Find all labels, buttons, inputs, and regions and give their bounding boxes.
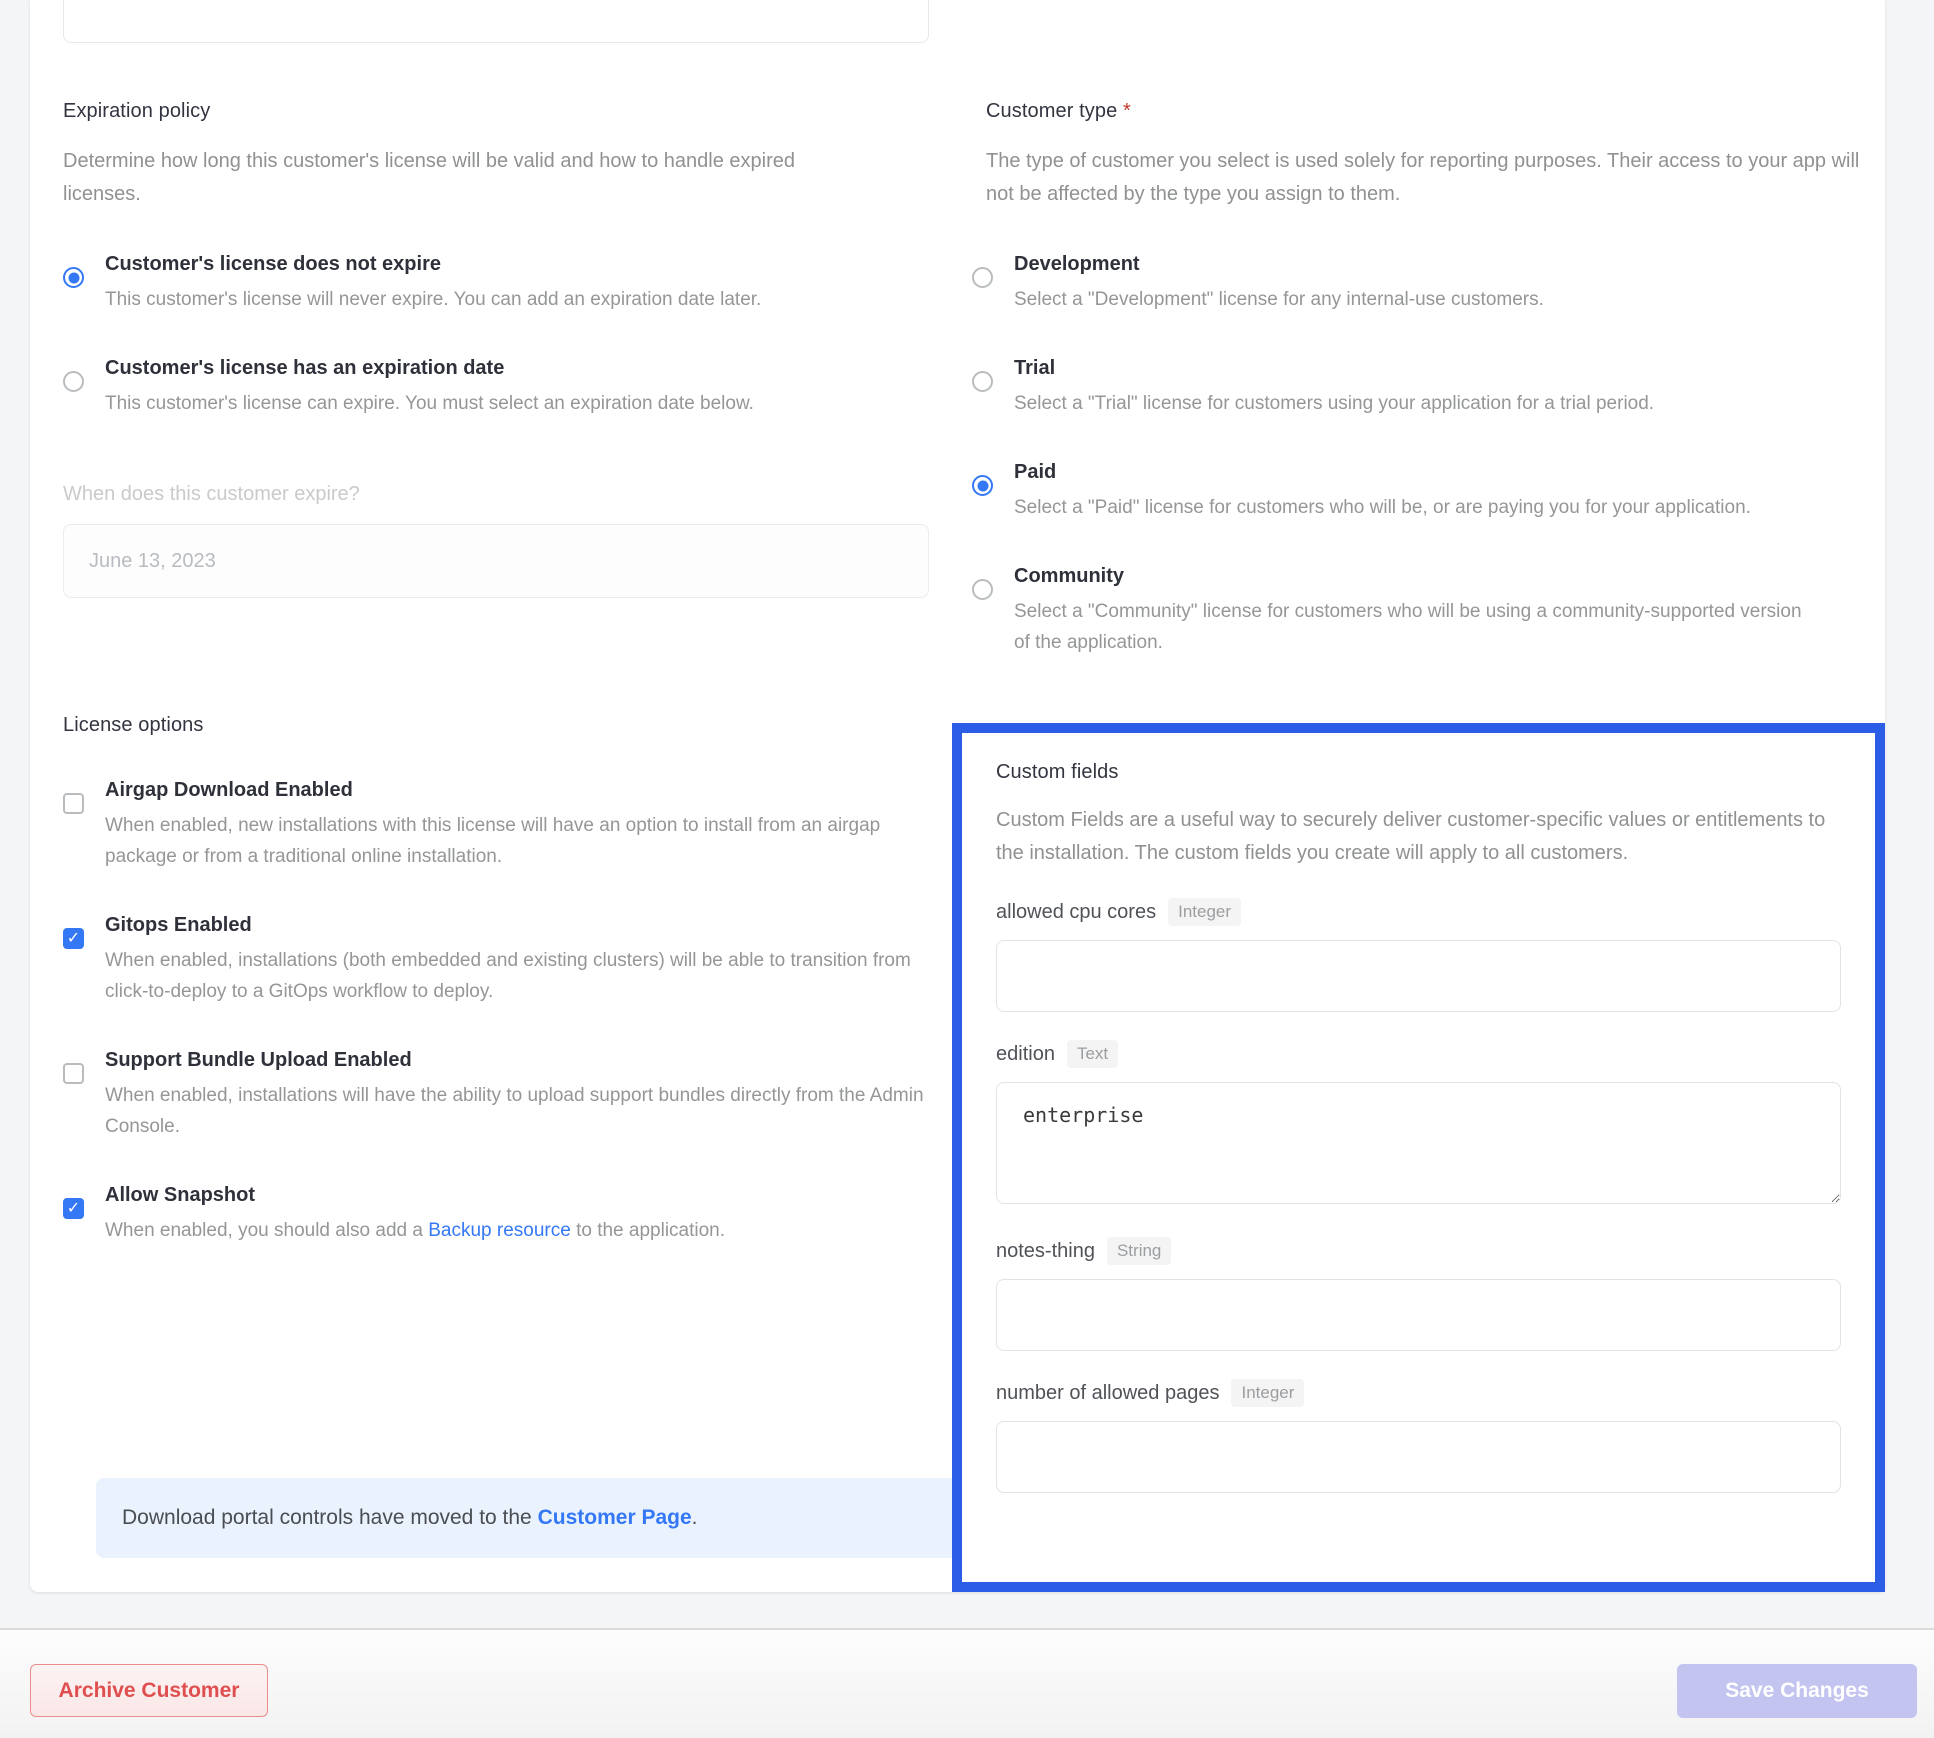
- field-type-badge: String: [1107, 1237, 1171, 1265]
- customer-type-trial[interactable]: [972, 357, 1885, 419]
- option-description: Select a "Trial" license for customers using your application for a trial period.: [1014, 393, 1655, 414]
- option-description: [105, 1215, 929, 1246]
- archive-customer-button[interactable]: Archive Customer: [30, 1664, 268, 1717]
- number-of-allowed-pages-input[interactable]: [996, 1421, 1841, 1493]
- option-description: When enabled, installations (both embedded and existing clusters) will be able to transition from click-to-deploy to a GitOps workflow to deploy.: [105, 950, 911, 1002]
- edition-textarea[interactable]: [996, 1082, 1841, 1204]
- left-column: [63, 0, 929, 1529]
- expiration-policy-title: Expiration policy: [63, 100, 211, 122]
- banner-text-suffix: .: [691, 1506, 698, 1529]
- field-label: number of allowed pages: [996, 1381, 1220, 1404]
- option-label: Development: [1014, 253, 1140, 275]
- option-label: Community: [1014, 565, 1124, 587]
- required-asterisk: *: [1123, 100, 1131, 122]
- backup-resource-link[interactable]: Backup resource: [428, 1220, 571, 1241]
- right-column: [952, 0, 1885, 1404]
- license-option-allow-snapshot[interactable]: [63, 1184, 929, 1246]
- expiration-option-no-expire[interactable]: [63, 253, 929, 315]
- checkbox-allow-snapshot[interactable]: ✓: [63, 1198, 84, 1219]
- radio-paid[interactable]: [972, 475, 993, 496]
- option-description: When enabled, new installations with this license will have an option to install from an airgap package or from a traditional online installation.: [105, 815, 881, 867]
- customer-page-link[interactable]: Customer Page: [537, 1506, 692, 1529]
- option-description: This customer's license will never expire. You can add an expiration date later.: [105, 289, 762, 310]
- customer-type-description: The type of customer you select is used solely for reporting purposes. Their access to your app will not be affected by the type you assign to them.: [986, 150, 1860, 205]
- checkbox-airgap[interactable]: [63, 793, 84, 814]
- custom-field-number-of-allowed-pages: [996, 1379, 1841, 1493]
- field-label: allowed cpu cores: [996, 900, 1157, 923]
- radio-has-expiration[interactable]: [63, 371, 84, 392]
- custom-field-allowed-cpu-cores: [996, 898, 1841, 1012]
- customer-type-paid[interactable]: [972, 461, 1885, 523]
- field-type-badge: Integer: [1231, 1379, 1304, 1407]
- customer-type-development[interactable]: [972, 253, 1885, 315]
- banner-text: Download portal controls have moved to the: [122, 1506, 532, 1529]
- radio-community[interactable]: [972, 579, 993, 600]
- option-label: Support Bundle Upload Enabled: [105, 1049, 412, 1071]
- expiration-date-input[interactable]: [63, 524, 929, 598]
- checkbox-gitops[interactable]: ✓: [63, 928, 84, 949]
- custom-fields-highlight-box: [952, 723, 1885, 1592]
- field-label: edition: [996, 1042, 1055, 1065]
- option-label: Allow Snapshot: [105, 1184, 255, 1206]
- option-label: Customer's license does not expire: [105, 253, 441, 275]
- radio-trial[interactable]: [972, 371, 993, 392]
- option-description: Select a "Community" license for customers who will be using a community-supported version of the application.: [1014, 601, 1802, 653]
- custom-field-edition: [996, 1040, 1841, 1209]
- notes-thing-input[interactable]: [996, 1279, 1841, 1351]
- option-description: When enabled, installations will have the ability to upload support bundles directly from the Admin Console.: [105, 1085, 924, 1137]
- option-label: Paid: [1014, 461, 1057, 483]
- option-label: Customer's license has an expiration date: [105, 357, 505, 379]
- option-description: Select a "Development" license for any internal-use customers.: [1014, 289, 1544, 310]
- option-label: Airgap Download Enabled: [105, 779, 353, 801]
- footer-action-bar: [0, 1628, 1934, 1738]
- allowed-cpu-cores-input[interactable]: [996, 940, 1841, 1012]
- customer-type-title-text: Customer type: [986, 100, 1118, 122]
- option-label: Gitops Enabled: [105, 914, 252, 936]
- save-changes-button[interactable]: Save Changes: [1677, 1664, 1917, 1718]
- custom-fields-description: Custom Fields are a useful way to securely deliver customer-specific values or entitlements to the installation. The custom fields you create will apply to all customers.: [996, 809, 1826, 864]
- license-option-support-bundle[interactable]: [63, 1049, 929, 1142]
- license-options-title: License options: [63, 714, 204, 736]
- field-type-badge: Text: [1067, 1040, 1118, 1068]
- radio-development[interactable]: [972, 267, 993, 288]
- description-prefix: When enabled, you should also add a: [105, 1220, 429, 1241]
- expire-date-question-label: When does this customer expire?: [63, 483, 360, 505]
- license-option-gitops[interactable]: [63, 914, 929, 1007]
- option-description: Select a "Paid" license for customers who will be, or are paying you for your application.: [1014, 497, 1751, 518]
- checkbox-support-bundle[interactable]: [63, 1063, 84, 1084]
- expiration-option-has-date[interactable]: [63, 357, 929, 419]
- description-suffix: to the application.: [570, 1220, 726, 1241]
- field-label: notes-thing: [996, 1239, 1095, 1262]
- customer-type-title: [952, 100, 1885, 123]
- option-description: This customer's license can expire. You must select an expiration date below.: [105, 393, 754, 414]
- option-label: Trial: [1014, 357, 1056, 379]
- customer-type-community[interactable]: [972, 565, 1885, 658]
- custom-field-notes-thing: [996, 1237, 1841, 1351]
- field-type-badge: Integer: [1168, 898, 1241, 926]
- customer-settings-card: [30, 0, 1885, 1592]
- radio-no-expire[interactable]: [63, 267, 84, 288]
- license-option-airgap[interactable]: [63, 779, 929, 872]
- download-portal-banner: [96, 1478, 962, 1558]
- expiration-policy-description: Determine how long this customer's license will be valid and how to handle expired licenses.: [63, 150, 795, 205]
- custom-fields-title: Custom fields: [996, 761, 1119, 783]
